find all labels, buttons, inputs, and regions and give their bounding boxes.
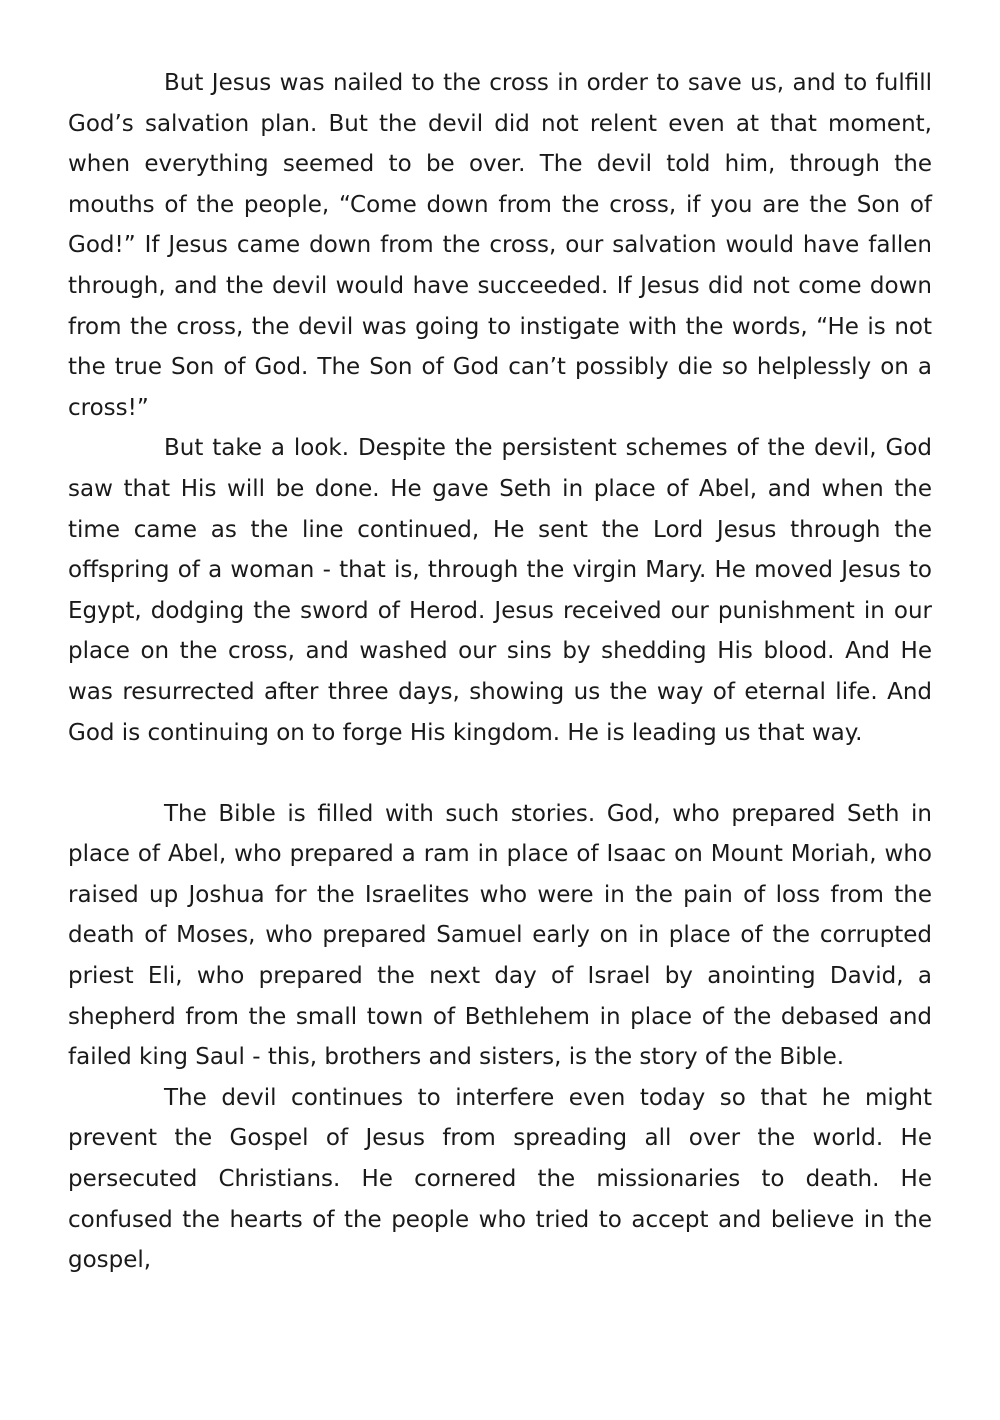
document-page: [68, 63, 932, 1281]
paragraph-bible-stories: The Bible is filled with such stories. God, who prepared Seth in place of Abel, who prepared a ram in place of Isaac on Mount Moriah, who raised up Joshua for the Israelites who were in the pain of loss from the death of Moses, who prepared Samuel early on in place of the corrupted priest Eli, who prepared the next day of Israel by anointing David, a shepherd from the small town of Bethlehem in place of the debased and failed king Saul - this, brothers and sisters, is the story of the Bible.: [68, 800, 932, 1071]
paragraph-devil-interferes: The devil continues to interfere even today so that he might prevent the Gospel of Jesus from spreading all over the world. He persecuted Christians. He cornered the missionaries to death. He confused the hearts of the people who tried to accept and believe in the gospel,: [68, 1084, 932, 1274]
paragraph-cross: But Jesus was nailed to the cross in order to save us, and to fulfill God’s salvation plan. But the devil did not relent even at that moment, when everything seemed to be over. The devil told him, through the mouths of the people, “Come down from the cross, if you are the Son of God!” If Jesus came down from the cross, our salvation would have fallen through, and the devil would have succeeded. If Jesus did not come down from the cross, the devil was going to instigate with the words, “He is not the true Son of God. The Son of God can’t possibly die so helplessly on a cross!”: [68, 70, 932, 421]
paragraph-gods-will: But take a look. Despite the persistent schemes of the devil, God saw that His will be done. He gave Seth in place of Abel, and when the time came as the line continued, He sent the Lord Jesus through the offspring of a woman - that is, through the virgin Mary. He moved Jesus to Egypt, dodging the sword of Herod. Jesus received our punishment in our place on the cross, and washed our sins by shedding His blood. And He was resurrected after three days, showing us the way of eternal life. And God is continuing on to forge His kingdom. He is leading us that way.: [68, 435, 932, 746]
paragraph-spacer: [68, 753, 932, 794]
